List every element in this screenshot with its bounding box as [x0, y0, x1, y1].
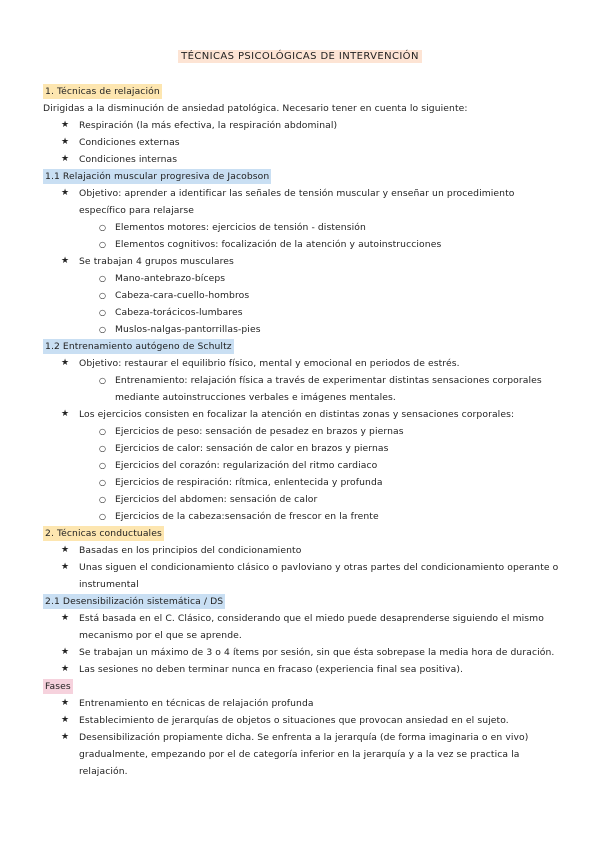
- sub-list-item: ○ Mano-antebrazo-bíceps: [43, 270, 563, 287]
- page-title: TÉCNICAS PSICOLÓGICAS DE INTERVENCIÓN: [0, 51, 600, 62]
- circle-bullet-icon: ○: [99, 291, 107, 300]
- circle-bullet-icon: ○: [99, 512, 107, 521]
- section-1-heading: 1. Técnicas de relajación: [45, 86, 160, 97]
- section-2-heading: 2. Técnicas conductuales: [45, 528, 162, 539]
- star-bullet-icon: ★: [61, 409, 70, 419]
- list-item: ★ Se trabajan 4 grupos musculares: [43, 253, 563, 270]
- sub-list-item: ○ Cabeza-torácicos-lumbares: [43, 304, 563, 321]
- star-bullet-icon: ★: [61, 188, 70, 198]
- star-bullet-icon: ★: [61, 545, 70, 555]
- sub-list-item: ○ Elementos cognitivos: focalización de la atención y autoinstrucciones: [43, 236, 563, 253]
- list-item: ★ Los ejercicios consisten en focalizar la atención en distintas zonas y sensaciones corporales:: [43, 406, 563, 423]
- star-bullet-icon: ★: [61, 613, 70, 623]
- list-item: ★ Se trabajan un máximo de 3 o 4 ítems por sesión, sin que ésta sobrepase la media hora de duración.: [43, 644, 563, 661]
- star-bullet-icon: ★: [61, 358, 70, 368]
- list-item: ★ Condiciones internas: [43, 151, 563, 168]
- list-item: ★ Las sesiones no deben terminar nunca en fracaso (experiencia final sea positiva).: [43, 661, 563, 678]
- list-item: ★ Condiciones externas: [43, 134, 563, 151]
- circle-bullet-icon: ○: [99, 376, 107, 385]
- sub-list-item: ○ Muslos-nalgas-pantorrillas-pies: [43, 321, 563, 338]
- circle-bullet-icon: ○: [99, 444, 107, 453]
- circle-bullet-icon: ○: [99, 325, 107, 334]
- circle-bullet-icon: ○: [99, 495, 107, 504]
- list-item: ★ Desensibilización propiamente dicha. Se enfrenta a la jerarquía (de forma imaginaria o en vivo) gradualmente, empezando por el de categoría inferior en la jerarquía y a la vez se practica la relajación.: [43, 729, 563, 780]
- sub-list-item: ○ Ejercicios de la cabeza:sensación de frescor en la frente: [43, 508, 563, 525]
- star-bullet-icon: ★: [61, 120, 70, 130]
- document-body: [43, 83, 563, 780]
- sub-list-item: ○ Cabeza-cara-cuello-hombros: [43, 287, 563, 304]
- circle-bullet-icon: ○: [99, 308, 107, 317]
- section-1-intro: Dirigidas a la disminución de ansiedad patológica. Necesario tener en cuenta lo siguiente:: [43, 103, 468, 114]
- list-item: ★ Unas siguen el condicionamiento clásico o pavloviano y otras partes del condicionamiento operante o instrumental: [43, 559, 563, 593]
- star-bullet-icon: ★: [61, 664, 70, 674]
- star-bullet-icon: ★: [61, 698, 70, 708]
- circle-bullet-icon: ○: [99, 461, 107, 470]
- list-item: ★ Basadas en los principios del condicionamiento: [43, 542, 563, 559]
- sub-list-item: ○ Ejercicios de peso: sensación de pesadez en brazos y piernas: [43, 423, 563, 440]
- star-bullet-icon: ★: [61, 137, 70, 147]
- sub-list-item: ○ Ejercicios de calor: sensación de calor en brazos y piernas: [43, 440, 563, 457]
- circle-bullet-icon: ○: [99, 478, 107, 487]
- star-bullet-icon: ★: [61, 154, 70, 164]
- list-item: ★ Entrenamiento en técnicas de relajación profunda: [43, 695, 563, 712]
- list-item: ★ Está basada en el C. Clásico, considerando que el miedo puede desaprenderse siguiendo el mismo mecanismo por el que se aprende.: [43, 610, 563, 644]
- fases-heading: Fases: [45, 681, 71, 692]
- sub-list-item: ○ Entrenamiento: relajación física a través de experimentar distintas sensaciones corporales mediante autoinstrucciones verbales e imágenes mentales.: [43, 372, 563, 406]
- list-item: ★ Objetivo: aprender a identificar las señales de tensión muscular y enseñar un procedimiento específico para relajarse: [43, 185, 563, 219]
- circle-bullet-icon: ○: [99, 223, 107, 232]
- star-bullet-icon: ★: [61, 715, 70, 725]
- sub-list-item: ○ Ejercicios de respiración: rítmica, enlentecida y profunda: [43, 474, 563, 491]
- section-1-2-heading: 1.2 Entrenamiento autógeno de Schultz: [45, 341, 232, 352]
- list-item: ★ Establecimiento de jerarquías de objetos o situaciones que provocan ansiedad en el sujeto.: [43, 712, 563, 729]
- section-1-1-heading: 1.1 Relajación muscular progresiva de Jacobson: [45, 171, 270, 182]
- circle-bullet-icon: ○: [99, 427, 107, 436]
- circle-bullet-icon: ○: [99, 274, 107, 283]
- list-item: ★ Respiración (la más efectiva, la respiración abdominal): [43, 117, 563, 134]
- section-2-1-heading: 2.1 Desensibilización sistemática / DS: [45, 596, 224, 607]
- list-item: ★ Objetivo: restaurar el equilibrio físico, mental y emocional en periodos de estrés.: [43, 355, 563, 372]
- sub-list-item: ○ Ejercicios del abdomen: sensación de calor: [43, 491, 563, 508]
- circle-bullet-icon: ○: [99, 240, 107, 249]
- sub-list-item: ○ Elementos motores: ejercicios de tensión - distensión: [43, 219, 563, 236]
- star-bullet-icon: ★: [61, 256, 70, 266]
- star-bullet-icon: ★: [61, 647, 70, 657]
- star-bullet-icon: ★: [61, 562, 70, 572]
- sub-list-item: ○ Ejercicios del corazón: regularización del ritmo cardiaco: [43, 457, 563, 474]
- star-bullet-icon: ★: [61, 732, 70, 742]
